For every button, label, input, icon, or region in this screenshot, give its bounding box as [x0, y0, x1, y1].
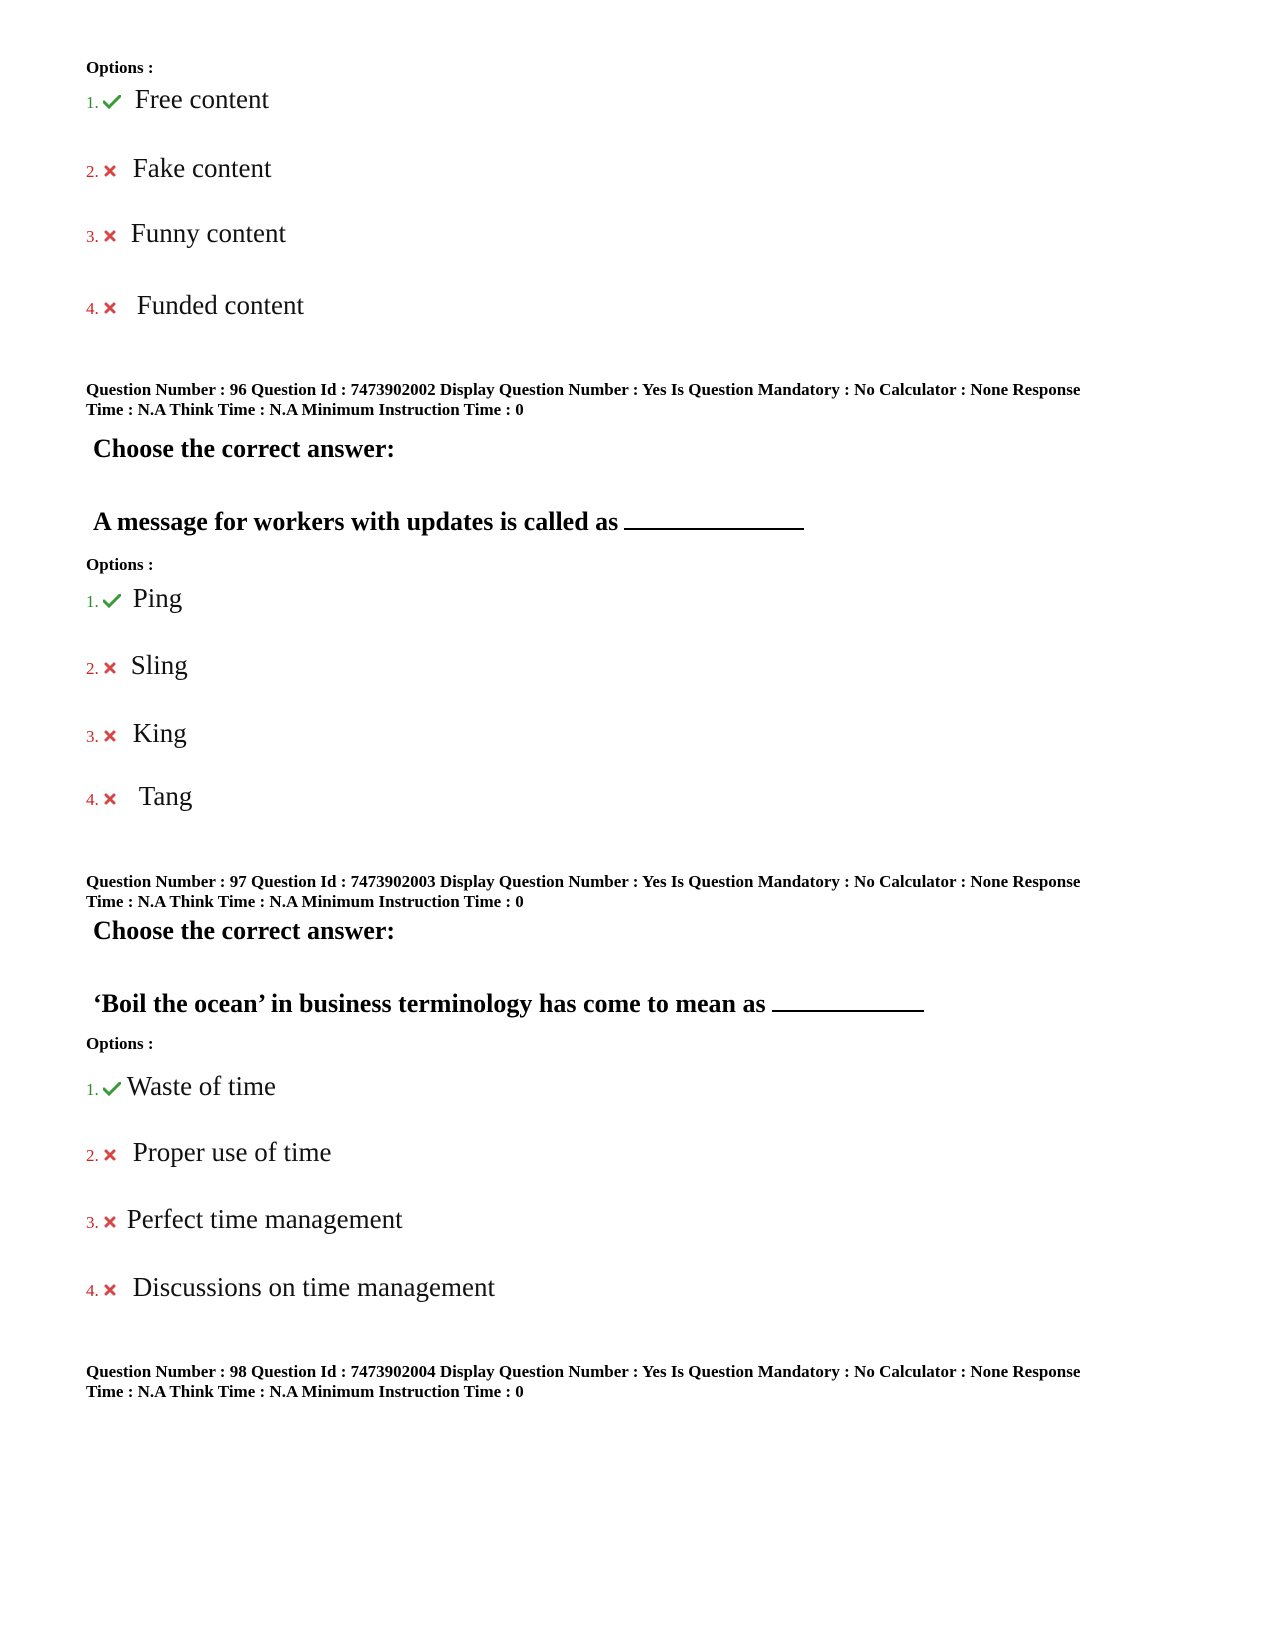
question-meta: [86, 380, 1196, 420]
answer-blank: [772, 992, 924, 1012]
option-text: Sling: [130, 650, 188, 680]
cross-icon: [103, 1283, 117, 1302]
option-text: Funded content: [136, 290, 304, 320]
option-text: Waste of time: [126, 1071, 277, 1101]
meta-line: Time : N.A Think Time : N.A Minimum Instruction Time : 0: [86, 1382, 524, 1401]
question-meta: [86, 1362, 1196, 1402]
answer-blank: [624, 510, 804, 530]
question-stem: ‘Boil the ocean’ in business terminology has come to mean as: [93, 989, 766, 1018]
option-row: [86, 718, 187, 749]
options-label: Options :: [86, 58, 154, 77]
option-number: 3.: [86, 1213, 99, 1232]
option-number: 2.: [86, 162, 99, 181]
option-row: [86, 1137, 331, 1168]
cross-icon: [103, 1148, 117, 1167]
option-row: [86, 583, 182, 614]
option-text: Perfect time management: [126, 1204, 403, 1234]
option-row: [86, 650, 188, 681]
option-number: 1.: [86, 93, 99, 112]
option-text: Discussions on time management: [132, 1272, 495, 1302]
question-stem: A message for workers with updates is called as: [93, 507, 619, 536]
option-number: 4.: [86, 1281, 99, 1300]
option-row: [86, 84, 269, 115]
meta-line: Time : N.A Think Time : N.A Minimum Instruction Time : 0: [86, 892, 524, 911]
option-number: 2.: [86, 659, 99, 678]
option-text: Fake content: [132, 153, 272, 183]
option-row: [86, 290, 304, 321]
meta-line: Question Number : 98 Question Id : 7473902004 Display Question Number : Yes Is Question Mandatory : No Calculator : None Response: [86, 1362, 1081, 1381]
check-icon: [103, 594, 121, 613]
instruction-text: Choose the correct answer:: [93, 434, 396, 463]
question-meta: [86, 872, 1196, 912]
cross-icon: [103, 1215, 117, 1234]
option-row: [86, 1272, 495, 1303]
instruction-text: Choose the correct answer:: [93, 916, 396, 945]
option-number: 2.: [86, 1146, 99, 1165]
option-text: Free content: [134, 84, 269, 114]
meta-line: Time : N.A Think Time : N.A Minimum Instruction Time : 0: [86, 400, 524, 419]
option-number: 3.: [86, 727, 99, 746]
cross-icon: [103, 229, 117, 248]
option-number: 3.: [86, 227, 99, 246]
option-text: Ping: [132, 583, 183, 613]
options-label: Options :: [86, 1034, 154, 1053]
cross-icon: [103, 164, 117, 183]
options-label: Options :: [86, 555, 154, 574]
cross-icon: [103, 792, 117, 811]
option-row: [86, 218, 286, 249]
option-text: King: [132, 718, 187, 748]
option-row: [86, 781, 192, 812]
cross-icon: [103, 301, 117, 320]
option-number: 4.: [86, 790, 99, 809]
option-row: [86, 153, 271, 184]
cross-icon: [103, 661, 117, 680]
option-row: [86, 1204, 403, 1235]
option-number: 1.: [86, 592, 99, 611]
question-text: [93, 507, 804, 537]
option-number: 4.: [86, 299, 99, 318]
question-text: [93, 989, 924, 1019]
check-icon: [103, 1082, 121, 1101]
option-text: Tang: [138, 781, 193, 811]
meta-line: Question Number : 96 Question Id : 7473902002 Display Question Number : Yes Is Question Mandatory : No Calculator : None Response: [86, 380, 1081, 399]
option-number: 1.: [86, 1080, 99, 1099]
meta-line: Question Number : 97 Question Id : 7473902003 Display Question Number : Yes Is Question Mandatory : No Calculator : None Response: [86, 872, 1081, 891]
check-icon: [103, 95, 121, 114]
cross-icon: [103, 729, 117, 748]
option-text: Proper use of time: [132, 1137, 332, 1167]
option-row: [86, 1071, 276, 1102]
option-text: Funny content: [130, 218, 286, 248]
